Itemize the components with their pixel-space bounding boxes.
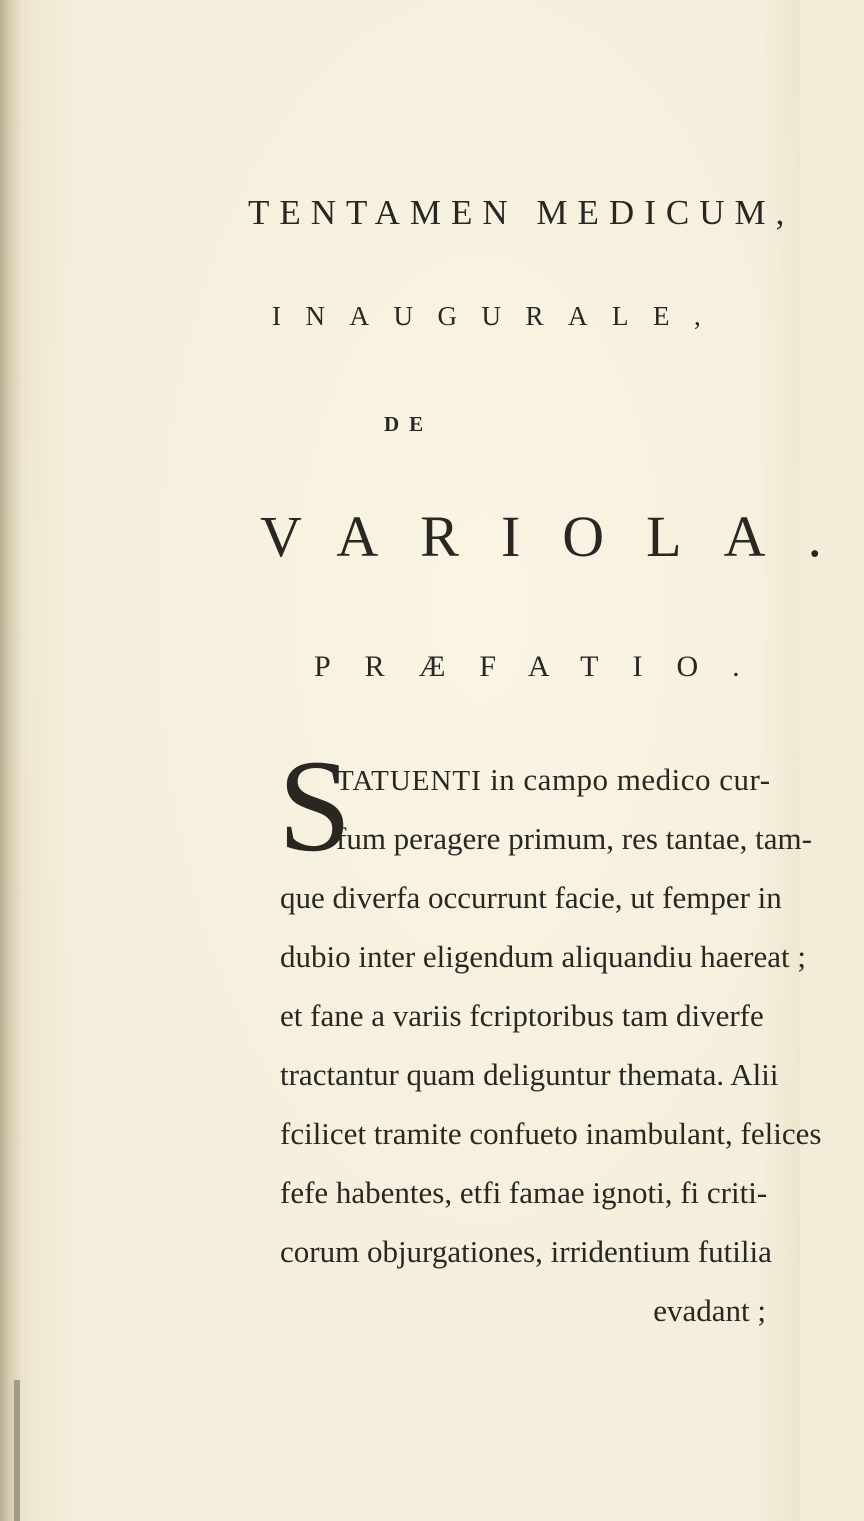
- paragraph-line: fefe habentes, etfi famae ignoti, fi criti-: [280, 1175, 768, 1210]
- paragraph-line: corum objurgationes, irridentium futilia: [280, 1234, 772, 1269]
- page-edge-mark: [14, 1380, 20, 1521]
- title-line-inaugurale: INAUGURALE,: [272, 301, 726, 331]
- title-line-tentamen: TENTAMEN MEDICUM,: [248, 193, 795, 232]
- section-heading-praefatio: PRÆFATIO.: [314, 650, 774, 683]
- paragraph-first-line: [336, 750, 771, 811]
- title-line-variola: VARIOLA.: [260, 504, 864, 569]
- paragraph-line: fum peragere primum, res tantae, tam-: [336, 821, 812, 856]
- paragraph-line: et fane a variis fcriptoribus tam diverfe: [280, 998, 764, 1033]
- paragraph-line-catchword: evadant ;: [653, 1293, 766, 1328]
- paragraph-line: que diverfa occurrunt facie, ut femper in: [280, 880, 782, 915]
- paragraph-line: dubio inter eligendum aliquandiu haereat ;: [280, 939, 806, 974]
- paragraph-line: fcilicet tramite confueto inambulant, felices: [280, 1116, 822, 1151]
- paragraph-body: [280, 809, 822, 1340]
- first-line-rest: in campo medico cur-: [481, 762, 771, 797]
- first-word-caps: TATUENTI: [336, 765, 482, 797]
- title-line-de: DE: [384, 412, 434, 436]
- page-binding-shadow: [0, 0, 22, 1521]
- paragraph-line: tractantur quam deliguntur themata. Alii: [280, 1057, 779, 1092]
- drop-cap-letter: S: [278, 732, 352, 879]
